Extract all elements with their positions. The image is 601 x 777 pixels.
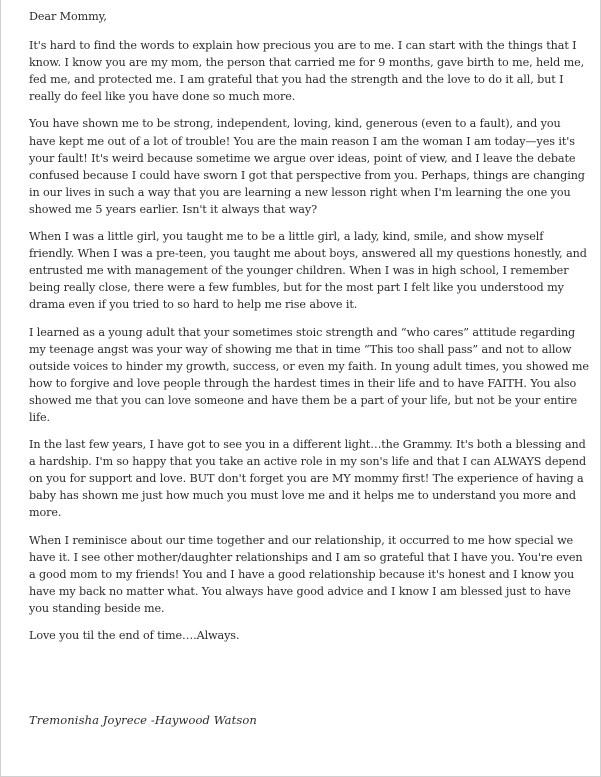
letter-paragraph: When I was a little girl, you taught me to be a little girl, a lady, kind, smile, and show myself friendly. When I was a pre-teen, you taught me about boys, answered all my questions honestly, and entrusted me with management of the younger children. When I was in high school, I remember being really close, there were a few fumbles, but for the most part I felt like you understood my drama even if you tried to so hard to help me rise above it. xyxy=(29,230,587,312)
letter-paragraph: You have shown me to be strong, independent, loving, kind, generous (even to a fault), and you have kept me out of a lot of trouble! You are the main reason I am the woman I am today—yes it's your fault! It's weird because sometime we argue over ideas, point of view, and I leave the debate confused because I could have sworn I got that perspective from you. Perhaps, things are changing in our lives in such a way that you are learning a new lesson right when I'm learning the one you showed me 5 years earlier. Isn't it always that way? xyxy=(29,117,585,216)
letter-paragraph: It's hard to find the words to explain how precious you are to me. I can start with the things that I know. I know you are my mom, the person that carried me for 9 months, gave birth to me, held me, fed me, and protected me. I am grateful that you had the strength and the love to do it all, but I really do feel like you have done so much more. xyxy=(29,39,585,104)
letter-greeting: Dear Mommy, xyxy=(29,10,107,23)
letter-paragraph: When I reminisce about our time together and our relationship, it occurred to me how special we have it. I see other mother/daughter relationships and I am so grateful that I have you. You're even a good mom to my friends! You and I have a good relationship because it's honest and I know you have my back no matter what. You always have good advice and I know I am blessed just to have you standing beside me. xyxy=(29,533,583,615)
letter-paragraph: In the last few years, I have got to see you in a different light…the Grammy. It's both a blessing and a hardship. I'm so happy that you take an active role in my son's life and that I can ALWAYS depend on you for support and love. BUT don't forget you are MY mommy first! The experience of having a baby has shown me just how much you must love me and it helps me to understand you more and more. xyxy=(29,438,587,520)
letter-paragraph: I learned as a young adult that your sometimes stoic strength and “who cares” attitude regarding my teenage angst was your way of showing me that in time “This too shall pass” and not to allow outside voices to hinder my growth, success, or even my faith. In young adult times, you showed me how to forgive and love people through the hardest times in their life and to have FAITH. You also showed me that you can love someone and have them be a part of your life, but not be your entire life. xyxy=(29,325,589,424)
letter-signature: Tremonisha Joyrece -Haywood Watson xyxy=(29,713,257,727)
letter-body xyxy=(29,8,589,654)
letter-closing: Love you til the end of time….Always. xyxy=(29,629,240,642)
